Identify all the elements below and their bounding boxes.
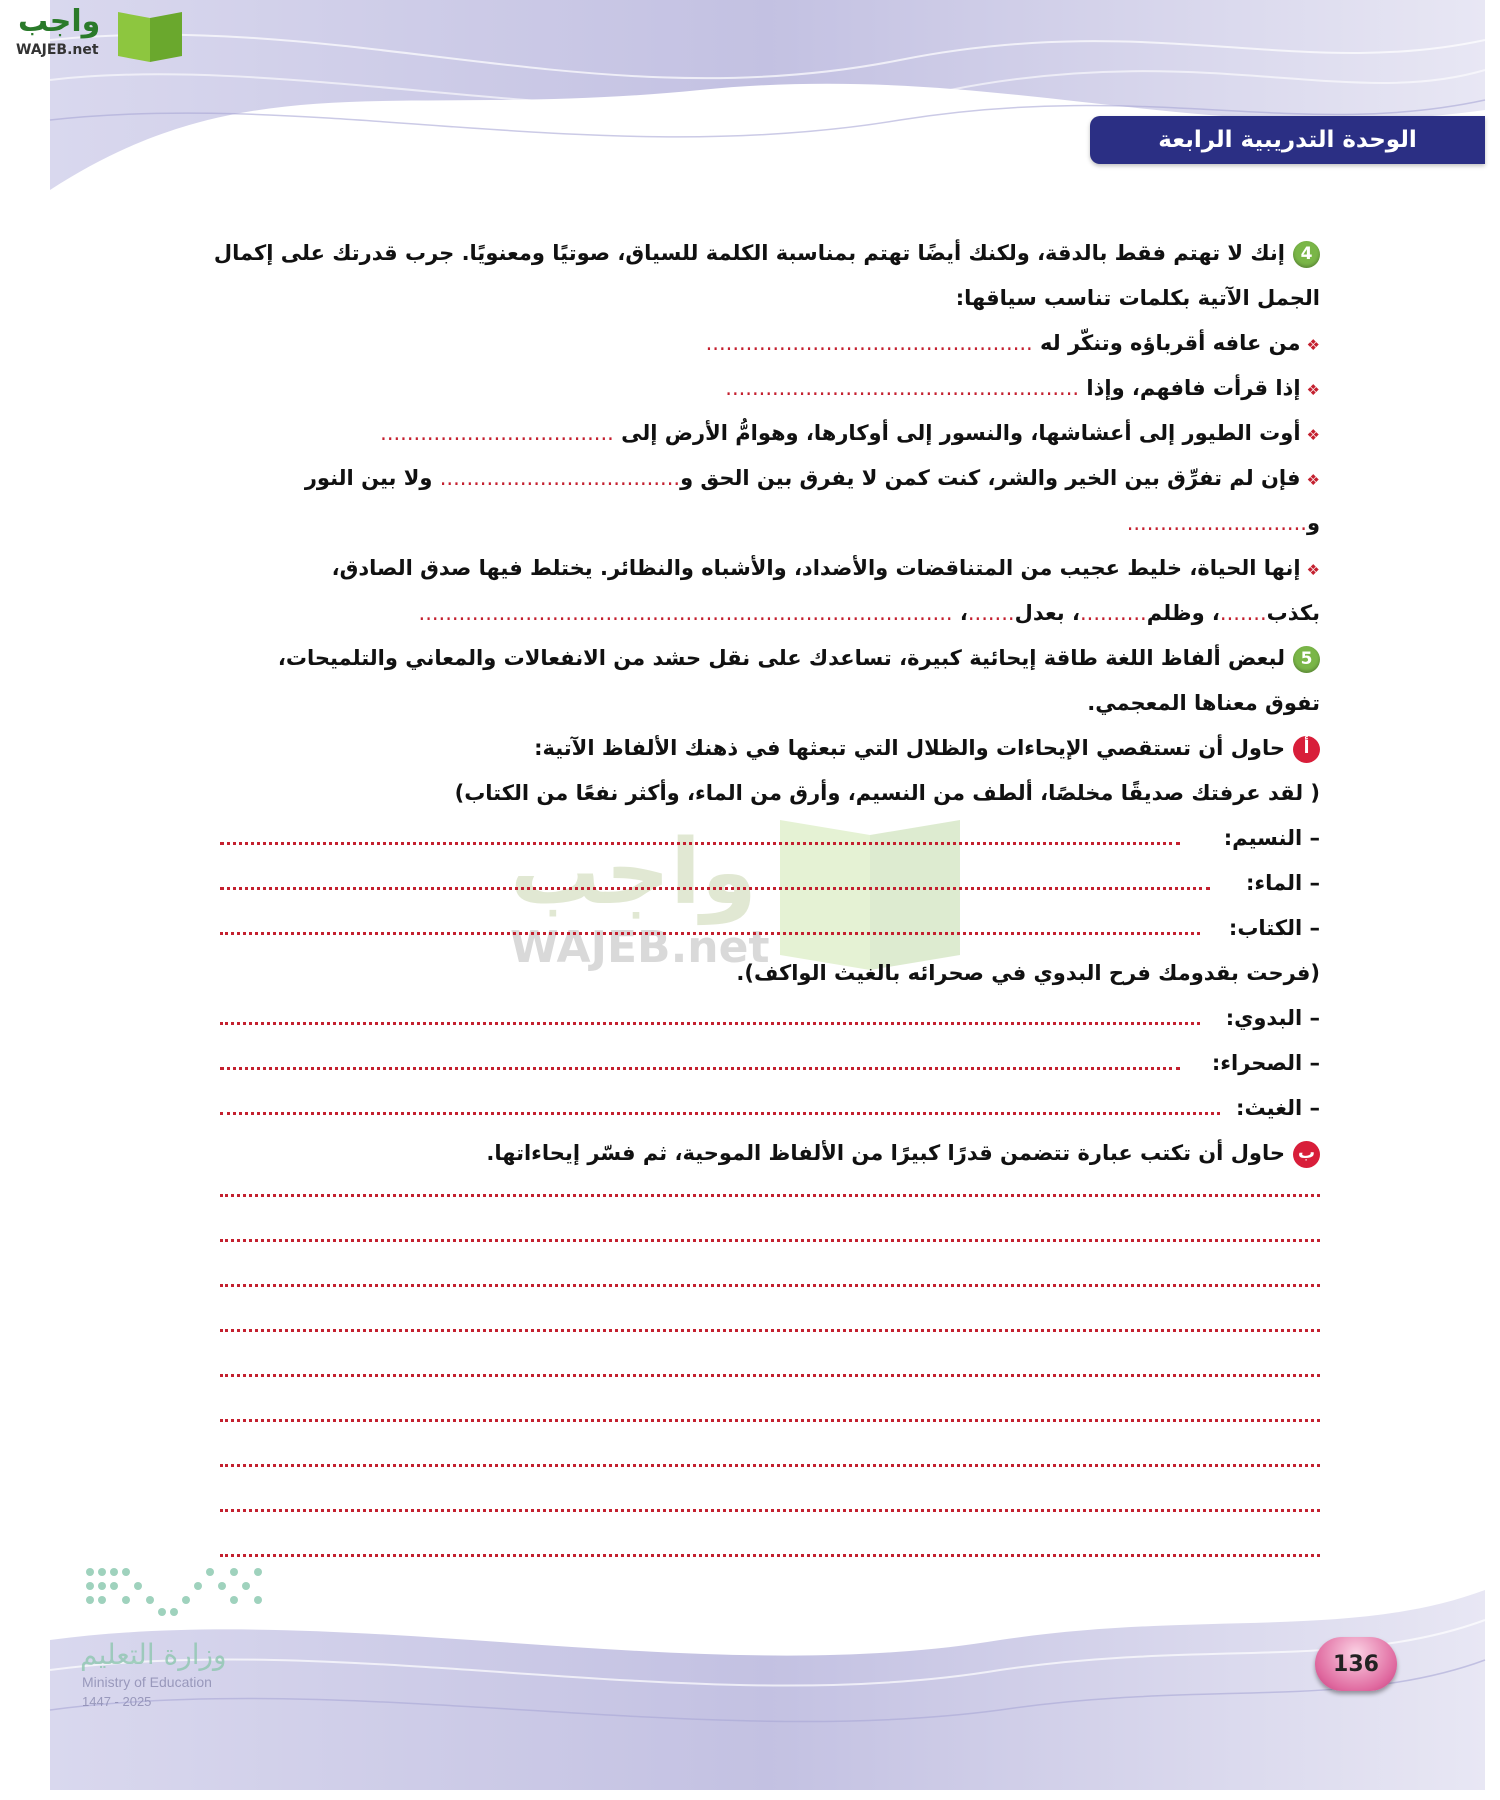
q4-item-5-blank-1[interactable]: ....... <box>1219 601 1267 625</box>
q5a-word-sahraa: – الصحراء: <box>1211 1051 1320 1075</box>
watermark-latin: WAJEB.net <box>510 922 770 973</box>
q4-item-1-blank[interactable]: ................................................. <box>705 331 1033 355</box>
q4-item-5 <box>200 550 1320 588</box>
q5b-answer-line[interactable] <box>220 1372 1320 1377</box>
ministry-dots-icon <box>80 1560 270 1630</box>
q4-item-4-line2 <box>200 505 1320 543</box>
q5-number-badge: 5 <box>1293 646 1320 673</box>
q5b-instruction <box>200 1135 1320 1173</box>
q5a-instruction-text: حاول أن تستقصي الإيحاءات والظلال التي تبعثها في ذهنك الألفاظ الآتية: <box>534 736 1285 760</box>
q5a-letter-badge: أ <box>1293 736 1320 763</box>
q5a-instruction <box>200 730 1320 768</box>
q5-intro-line1 <box>200 640 1320 678</box>
q5b-answer-line[interactable] <box>220 1282 1320 1287</box>
q5a-word-badawi: – البدوي: <box>1225 1006 1320 1030</box>
q4-item-4 <box>200 460 1320 498</box>
q4-item-5-blank-4[interactable]: ................................................................................ <box>418 601 953 625</box>
q4-item-5-blank-2[interactable]: .......... <box>1079 601 1147 625</box>
q4-item-4-text2: ولا بين النور <box>304 466 433 490</box>
q4-item-2 <box>200 370 1320 408</box>
q4-item-1-text: من عافه أقرباؤه وتنكّر له <box>1040 331 1301 355</box>
q4-intro-line1 <box>200 235 1320 273</box>
q5a-answer-maa[interactable] <box>220 885 1210 890</box>
bullet-icon: ❖ <box>1306 561 1320 579</box>
ministry-logo <box>80 1560 270 1720</box>
q5a-word-nasim: – النسيم: <box>1223 826 1320 850</box>
q5a-quote-2: (فرحت بقدومك فرح البدوي في صحرائه بالغيث الواكف). <box>736 961 1320 985</box>
q4-item-5-text: إنها الحياة، خليط عجيب من المتناقضات والأضداد، والأشباه والنظائر. يختلط فيها صدق الصادق، <box>331 556 1301 580</box>
q5-intro-line2: تفوق معناها المعجمي. <box>1087 691 1320 715</box>
q4-item-5-word-2: ، وظلم <box>1146 601 1220 625</box>
q4-item-2-blank[interactable]: ..................................................... <box>725 376 1080 400</box>
ministry-year: 2025 - 1447 <box>82 1694 152 1709</box>
q5b-answer-line[interactable] <box>220 1507 1320 1512</box>
page-number-badge: 136 <box>1315 1637 1397 1691</box>
q4-item-5-line2 <box>200 595 1320 633</box>
q4-intro-line2: الجمل الآتية بكلمات تناسب سياقها: <box>955 286 1320 310</box>
q4-item-5-word-1: بكذب <box>1266 601 1320 625</box>
watermark-arabic: واجب <box>510 820 757 925</box>
q4-item-3-text: أوت الطيور إلى أعشاشها، والنسور إلى أوكارها، وهوامُّ الأرض إلى <box>621 421 1301 445</box>
q4-item-4-text1: فإن لم تفرِّق بين الخير والشر، كنت كمن لا يفرق بين الحق و <box>680 466 1301 490</box>
q5a-word-maa: – الماء: <box>1246 871 1320 895</box>
q5a-answer-sahraa[interactable] <box>220 1065 1180 1070</box>
q4-item-4-blank-1[interactable]: .................................... <box>439 466 681 490</box>
q5b-answer-line[interactable] <box>220 1327 1320 1332</box>
ministry-name-en: Ministry of Education <box>82 1674 212 1690</box>
q4-item-4-prefix: و <box>1306 511 1320 535</box>
q4-item-5-blank-3[interactable]: ....... <box>967 601 1015 625</box>
q4-item-5-separator: ، <box>959 601 968 625</box>
q5b-instruction-text: حاول أن تكتب عبارة تتضمن قدرًا كبيرًا من الألفاظ الموحية، ثم فسّر إيحاءاتها. <box>486 1141 1285 1165</box>
q4-intro-text1: إنك لا تهتم فقط بالدقة، ولكنك أيضًا تهتم بمناسبة الكلمة للسياق، صوتيًا ومعنويًا. جرب قدرتك على إكمال <box>213 241 1285 265</box>
q5a-word-ghaith: – الغيث: <box>1236 1096 1320 1120</box>
q5a-answer-badawi[interactable] <box>220 1020 1200 1025</box>
q5a-answer-ghaith[interactable] <box>220 1110 1220 1115</box>
q5a-word-kitab: – الكتاب: <box>1228 916 1320 940</box>
unit-title-banner: الوحدة التدريبية الرابعة <box>1090 116 1485 164</box>
q5-intro-text1: لبعض ألفاظ اللغة طاقة إيحائية كبيرة، تساعدك على نقل حشد من الانفعالات والمعاني والتلميحات، <box>277 646 1285 670</box>
q4-item-3-blank[interactable]: ................................... <box>380 421 614 445</box>
q5b-answer-line[interactable] <box>220 1417 1320 1422</box>
q4-item-1 <box>200 325 1320 363</box>
header-wave-decoration <box>0 0 1500 200</box>
q4-item-3 <box>200 415 1320 453</box>
q4-item-4-blank-2[interactable]: ........................... <box>1126 511 1307 535</box>
q4-number-badge: 4 <box>1293 241 1320 268</box>
ministry-name-ar: وزارة التعليم <box>80 1638 227 1671</box>
logo-latin: WAJEB.net <box>16 42 99 58</box>
q5b-answer-line[interactable] <box>220 1192 1320 1197</box>
q5b-answer-line[interactable] <box>220 1552 1320 1557</box>
q5a-answer-nasim[interactable] <box>220 840 1180 845</box>
bullet-icon: ❖ <box>1306 426 1320 444</box>
q5b-answer-line[interactable] <box>220 1462 1320 1467</box>
bullet-icon: ❖ <box>1306 336 1320 354</box>
bullet-icon: ❖ <box>1306 471 1320 489</box>
logo-arabic: واجب <box>18 4 101 39</box>
q5a-answer-kitab[interactable] <box>220 930 1200 935</box>
q5a-quote-1: ( لقد عرفتك صديقًا مخلصًا، ألطف من النسيم، وأرق من الماء، وأكثر نفعًا من الكتاب) <box>454 781 1320 805</box>
q5b-letter-badge: ب <box>1293 1141 1320 1168</box>
q5b-answer-line[interactable] <box>220 1237 1320 1242</box>
q4-item-2-text: إذا قرأت فافهم، وإذا <box>1086 376 1301 400</box>
wajeb-logo[interactable] <box>10 4 190 66</box>
q4-item-5-word-3: ، بعدل <box>1014 601 1080 625</box>
bullet-icon: ❖ <box>1306 381 1320 399</box>
